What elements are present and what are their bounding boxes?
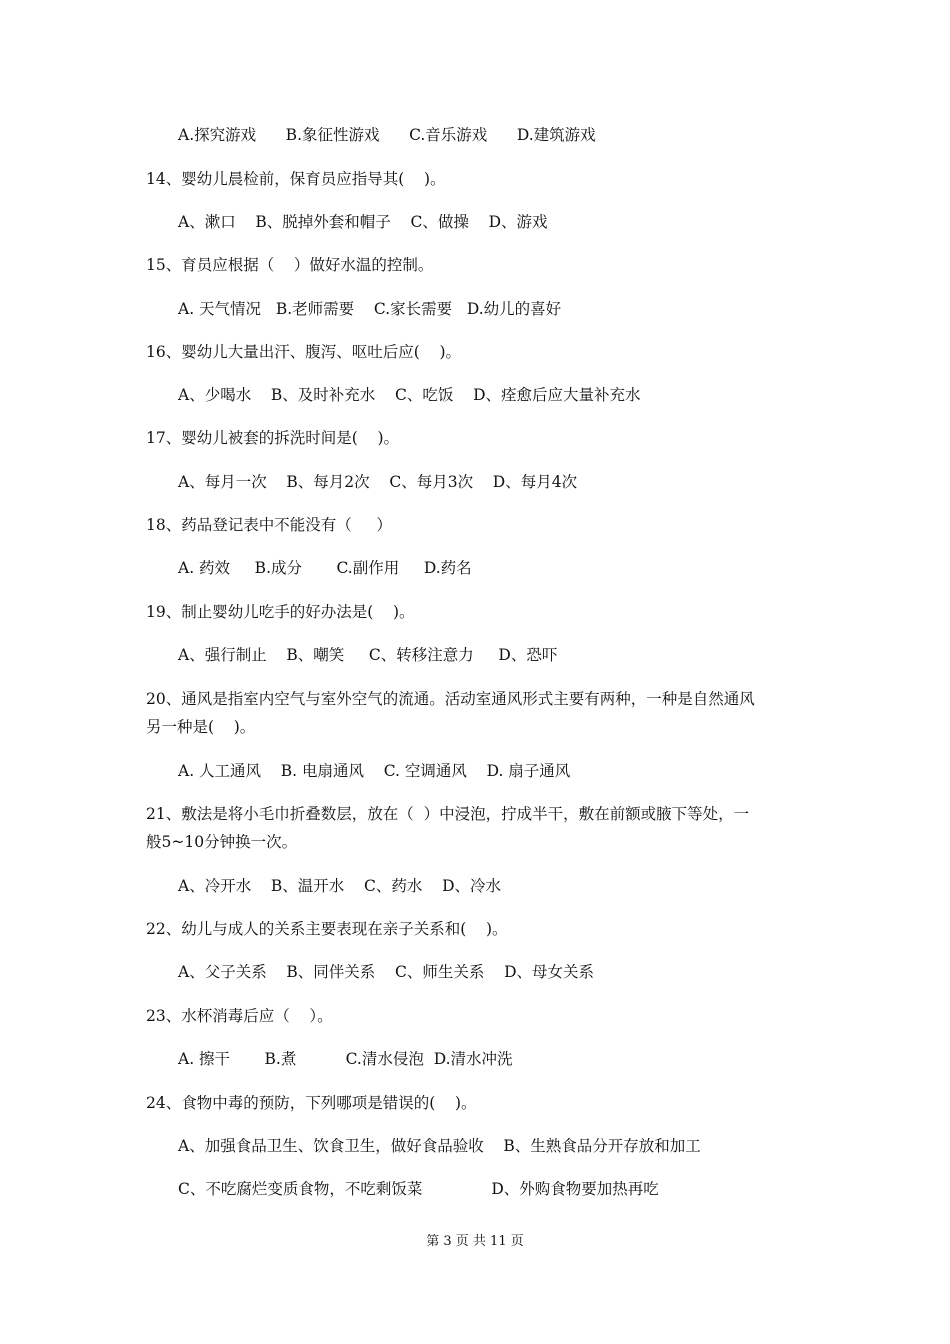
question-line: 16、婴幼儿大量出汗、腹泻、呕吐后应( )。	[146, 343, 462, 361]
option-line: A、冷开水 B、温开水 C、药水 D、冷水	[178, 877, 501, 895]
option-line: A、每月一次 B、每月2次 C、每月3次 D、每月4次	[178, 473, 578, 491]
question-line: 20、通风是指室内空气与室外空气的流通。活动室通风形式主要有两种，一种是自然通风	[146, 690, 755, 708]
question-line: 19、制止婴幼儿吃手的好办法是( )。	[146, 603, 415, 621]
option-line: A. 天气情况 B.老师需要 C.家长需要 D.幼儿的喜好	[178, 300, 562, 318]
option-line: A. 药效 B.成分 C.副作用 D.药名	[178, 559, 472, 577]
option-line: A、少喝水 B、及时补充水 C、吃饭 D、痊愈后应大量补充水	[178, 386, 641, 404]
question-line: 21、敷法是将小毛巾折叠数层，放在（ ）中浸泡，拧成半干，敷在前额或腋下等处，一	[146, 805, 750, 823]
page-footer: 第 3 页 共 11 页	[426, 1234, 524, 1249]
option-line: A、父子关系 B、同伴关系 C、师生关系 D、母女关系	[178, 963, 594, 981]
question-line: 22、幼儿与成人的关系主要表现在亲子关系和( )。	[146, 920, 508, 938]
question-line: 14、婴幼儿晨检前，保育员应指导其( )。	[146, 170, 446, 188]
question-line: 24、食物中毒的预防，下列哪项是错误的( )。	[146, 1094, 477, 1112]
option-line: A. 擦干 B.煮 C.清水侵泡 D.清水冲洗	[178, 1050, 513, 1068]
question-line: 17、婴幼儿被套的拆洗时间是( )。	[146, 429, 400, 447]
option-line: C、不吃腐烂变质食物，不吃剩饭菜 D、外购食物要加热再吃	[178, 1180, 659, 1198]
option-line: A. 人工通风 B. 电扇通风 C. 空调通风 D. 扇子通风	[178, 762, 571, 780]
question-line: 18、药品登记表中不能没有（ ）	[146, 516, 392, 534]
question-line: 般5~10分钟换一次。	[146, 833, 298, 851]
question-line: 15、育员应根据（ ）做好水温的控制。	[146, 256, 434, 274]
option-line: A、漱口 B、脱掉外套和帽子 C、做操 D、游戏	[178, 213, 548, 231]
option-line: A.探究游戏 B.象征性游戏 C.音乐游戏 D.建筑游戏	[178, 126, 596, 144]
question-line: 另一种是( )。	[146, 718, 256, 736]
question-line: 23、水杯消毒后应（ ）。	[146, 1007, 333, 1025]
option-line: A、强行制止 B、嘲笑 C、转移注意力 D、恐吓	[178, 646, 558, 664]
option-line: A、加强食品卫生、饮食卫生，做好食品验收 B、生熟食品分开存放和加工	[178, 1137, 701, 1155]
